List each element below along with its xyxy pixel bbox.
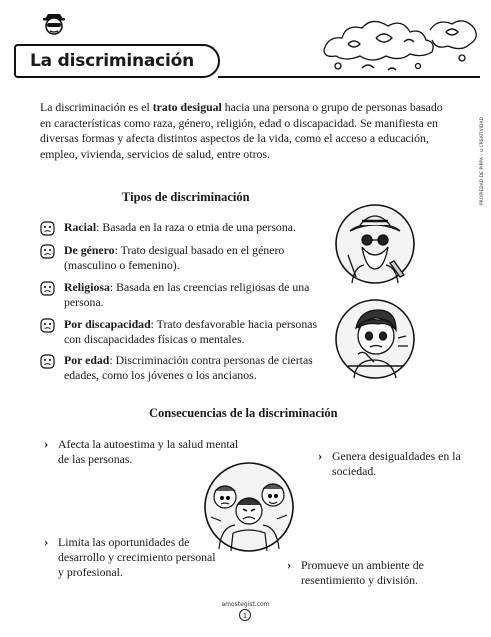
type-description: : Trato desfavorable hacia personas con discapacidades físicas o mentales. (64, 317, 318, 346)
group-conflict-illustration (203, 461, 295, 553)
type-label: Por discapacidad (64, 317, 151, 331)
page-title: La discriminación (30, 51, 195, 71)
intro-bold-term: trato desigual (152, 100, 222, 114)
chevron-right-icon: › (318, 448, 323, 463)
type-label: Por edad (64, 353, 110, 367)
chevron-right-icon: › (287, 557, 292, 572)
cloud-swirl-decoration (318, 8, 480, 72)
types-heading: Tipos de discriminación (122, 190, 250, 204)
chevron-right-icon: › (44, 534, 49, 549)
type-description: : Trato desigual basado en el género (masculino o femenino). (64, 243, 285, 272)
consequence-text: Limita las oportunidades de desarrollo y crecimiento personal y profesional. (58, 535, 216, 579)
type-description: : Basada en las creencias religiosas de una persona. (64, 280, 310, 309)
spy-mascot-icon (42, 10, 66, 36)
chevron-right-icon: › (44, 436, 49, 451)
type-item (40, 243, 332, 273)
side-credit: PROPIEDAD DE PIPPA · ©CREATIVIDAD (479, 116, 484, 205)
consequences-heading: Consecuencias de la discriminación (149, 406, 338, 420)
type-label: Racial (64, 220, 97, 234)
type-label: De género (64, 243, 115, 257)
title-underline (218, 76, 480, 78)
consequence-text: Afecta la autoestima y la salud mental de las personas. (58, 437, 239, 466)
neutral-face-icon (40, 221, 58, 240)
consequence-item (287, 558, 447, 588)
intro-paragraph (40, 100, 450, 162)
type-item (40, 220, 332, 240)
sad-boy-illustration (334, 298, 416, 380)
type-item (40, 317, 332, 347)
page-number: 1 (239, 609, 251, 621)
intro-text-1: La discriminación es el (40, 100, 153, 114)
type-item (40, 280, 332, 310)
consequence-item (44, 535, 224, 580)
type-description: : Basada en la raza o etnia de una persona. (96, 220, 296, 234)
consequence-text: Promueve un ambiente de resentimiento y división. (301, 558, 424, 587)
type-item (40, 353, 332, 383)
elderly-man-illustration (334, 203, 416, 285)
intro-text-2: hacia una persona o grupo de personas basado en características como raza, género, religión, edad o discapacidad. Se manifiesta en diversas formas y afecta distintos aspectos de la vida, como el acceso a educación, empleo, vivienda, servicios de salud, entre otros. (40, 100, 443, 161)
type-label: Religiosa (64, 280, 110, 294)
neutral-face-icon (40, 281, 58, 310)
neutral-face-icon (40, 318, 58, 347)
neutral-face-icon (40, 354, 58, 383)
consequence-text: Genera desigualdades en la sociedad. (332, 449, 461, 478)
consequence-item (318, 449, 463, 479)
neutral-face-icon (40, 244, 58, 273)
footer-site: amostegist.com (221, 601, 270, 608)
type-description: : Discriminación contra personas de ciertas edades, como los jóvenes o los ancianos. (64, 353, 313, 382)
